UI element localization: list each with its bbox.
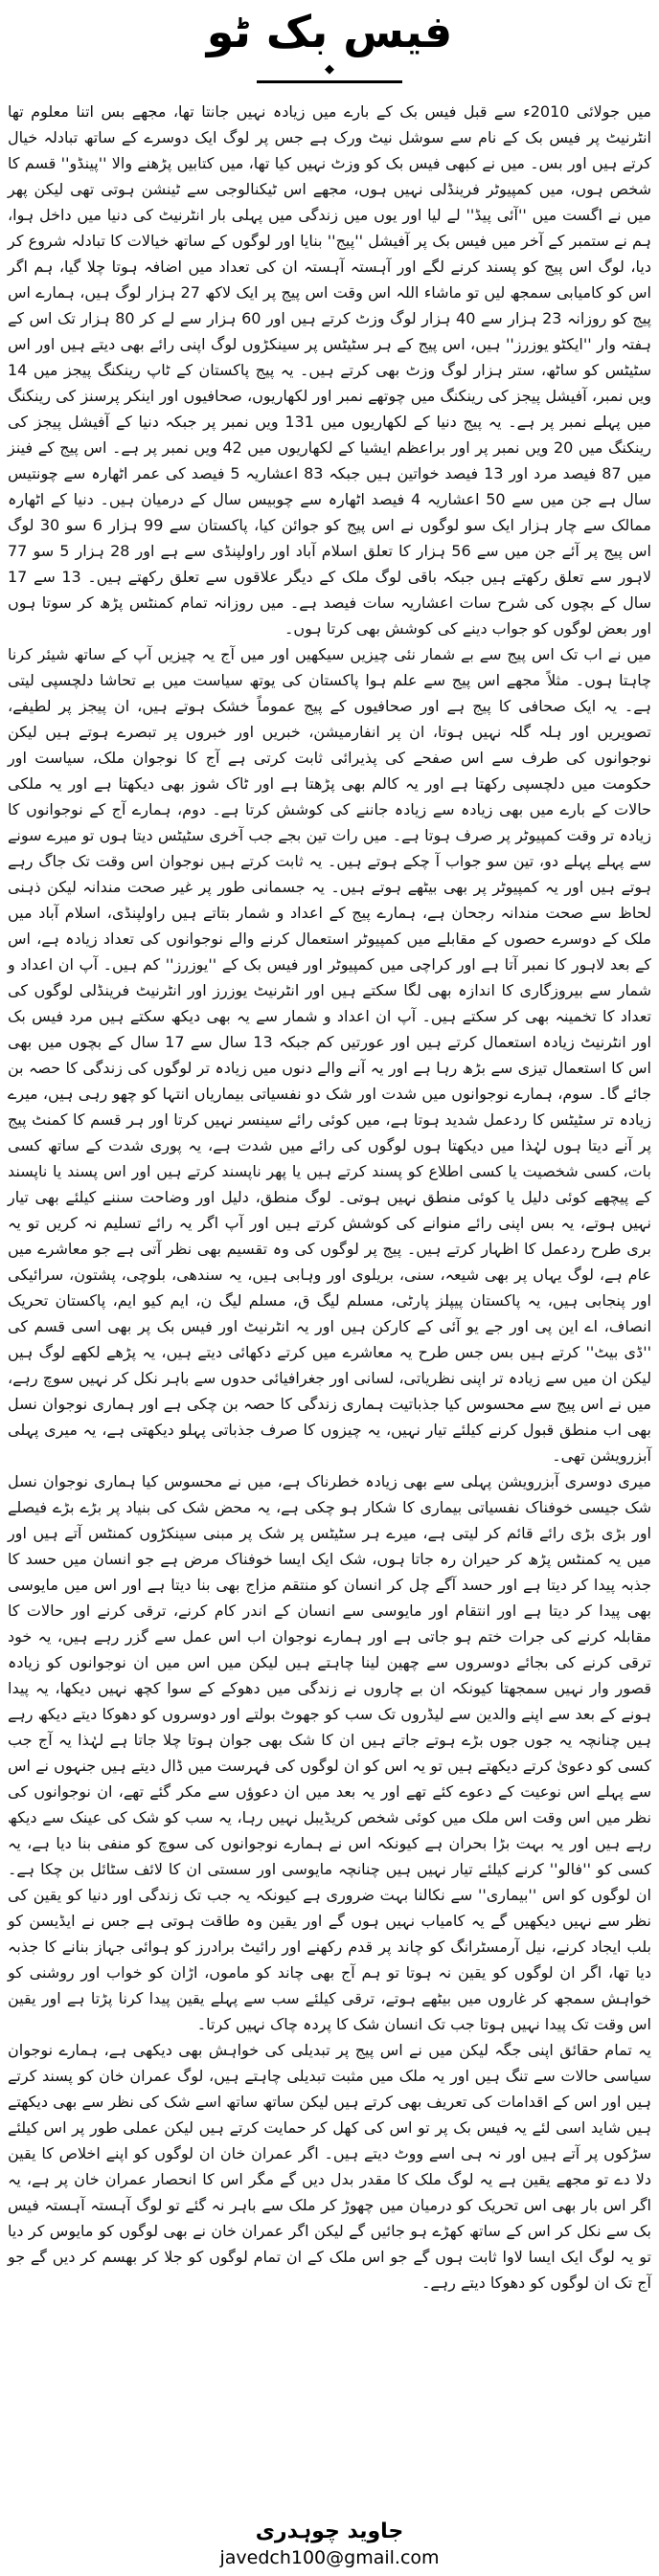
diamond-ornament-icon: ◆ [325,61,334,77]
author-name: جاوید چوہدری [255,2520,404,2543]
column-title: فیس بک ٹو [206,6,453,57]
article-body [0,83,659,2296]
author-email: javedch100@gmail.com [219,2547,440,2568]
column-masthead [0,0,659,83]
article-paragraph-1: میں جولائی 2010ء سے قبل فیس بک کے بارے میں زیادہ نہیں جانتا تھا، مجھے بس اتنا معلوم تھا انٹرنیٹ پر فیس بک کے نام سے سوشل نیٹ ورک ہے جس پر لوگ ایک دوسرے کے ساتھ تبادلہ خیال کرتے ہیں اور بس۔ میں نے کبھی فیس بک کو وزٹ نہیں کیا تھا، میں کتابیں پڑھنے والا ''پینڈو'' قسم کا شخص ہوں، میں کمپیوٹر فرینڈلی نہیں ہوں، مجھے اس ٹیکنالوجی سے ٹینشن ہوتی تھی لیکن پھر میں نے اگست میں ''آئی پیڈ'' لے لیا اور یوں میں زندگی میں پہلی بار انٹرنیٹ کی دنیا میں داخل ہوا، ہم نے ستمبر کے آخر میں فیس بک پر آفیشل ''پیج'' بنایا اور لوگوں کے ساتھ خیالات کا تبادلہ شروع کر دیا، لوگ اس پیج کو پسند کرنے لگے اور آہستہ آہستہ ان کی تعداد میں اضافہ ہوتا چلا گیا، ہم اگر اس کو کامیابی سمجھ لیں تو ماشاء اللہ اس وقت اس پیج پر ایک لاکھ 27 ہزار لوگ ہیں، ہمارے اس پیج کو روزانہ 23 ہزار سے 40 ہزار لوگ وزٹ کرتے ہیں اور 60 ہزار سے لے کر 80 ہزار تک اس کے ہفتہ وار ''ایکٹو یوزرز'' ہیں، اس پیج کے ہر سٹیٹس پر سینکڑوں لوگ اپنی رائے بھی دیتے ہیں اور اس سٹیٹس کو ساٹھ، ستر ہزار لوگ وزٹ بھی کرتے ہیں۔ یہ پیج پاکستان کے ٹاپ رینکنگ پیجز میں 14 ویں نمبر، آفیشل پیجز کی رینکنگ میں چوتھے نمبر اور لکھاریوں، صحافیوں اور اینکر پرسنز کی رینکنگ میں پہلے نمبر پر ہے۔ یہ پیج دنیا کے لکھاریوں میں 131 ویں نمبر پر جبکہ دنیا کے آفیشل پیجز کی رینکنگ میں 20 ویں نمبر پر اور براعظم ایشیا کے لکھاریوں میں 42 ویں نمبر پر ہے۔ اس پیج کے فینز میں 87 فیصد مرد اور 13 فیصد خواتین ہیں جبکہ 83 اعشاریہ 5 فیصد کی عمر اٹھارہ سے چونتیس سال ہے جن میں سے 50 اعشاریہ 4 فیصد اٹھارہ سے چوبیس سال کے درمیان ہیں۔ دنیا کے اٹھارہ ممالک سے چار ہزار ایک سو لوگوں نے اس پیج کو جوائن کیا، پاکستان سے 99 ہزار 6 سو 30 لوگ اس پیج پر آئے جن میں سے 56 ہزار کا تعلق اسلام آباد اور راولپنڈی سے ہے اور 28 ہزار 5 سو 77 لاہور سے تعلق رکھتے ہیں جبکہ باقی لوگ ملک کے دیگر علاقوں سے تعلق رکھتے ہیں۔ 13 سے 17 سال کے بچوں کی شرح سات اعشاریہ سات فیصد ہے۔ میں روزانہ تمام کمنٹس پڑھ کر سوتا ہوں اور بعض لوگوں کو جواب دینے کی کوشش بھی کرتا ہوں۔ [8,101,652,638]
article-paragraph-4: یہ تمام حقائق اپنی جگہ لیکن میں نے اس پیج پر تبدیلی کی خواہش بھی دیکھی ہے، ہمارے نوجوان سیاسی حالات سے تنگ ہیں اور یہ ملک میں مثبت تبدیلی چاہتے ہیں، لوگ عمران خان کو پسند کرتے ہیں اور اس کے اقدامات کی تعریف بھی کرتے ہیں لیکن ساتھ ساتھ اسے شک کی نظر سے بھی دیکھتے ہیں شاید اسی لئے یہ فیس بک پر تو اس کی کھل کر حمایت کرتے ہیں لیکن عملی طور پر اس کیلئے سڑکوں پر آتے ہیں اور نہ ہی اسے ووٹ دیتے ہیں۔ اگر عمران خان ان لوگوں کو اپنے اخلاص کا یقین دلا دے تو مجھے یقین ہے یہ لوگ ملک کا مقدر بدل دیں گے مگر اس کا انحصار عمران خان پر ہے، یہ اگر اس بار بھی اس تحریک کو درمیان میں چھوڑ کر ملک سے باہر نہ گئے تو لوگ آہستہ آہستہ فیس بک سے نکل کر اس کے ساتھ کھڑے ہو جائیں گے لیکن اگر عمران خان نے بھی لوگوں کو مایوس کر دیا تو یہ لوگ ایک ایسا لاوا ثابت ہوں گے جو اس ملک کے ان تمام لوگوں کو جلا کر بھسم کر دیں گے جو آج تک ان لوگوں کو دھوکا دیتے رہے۔ [8,2040,651,2292]
article-paragraph-2: میں نے اب تک اس پیج سے بے شمار نئی چیزیں سیکھیں اور میں آج یہ چیزیں آپ کے ساتھ شیئر کرنا چاہتا ہوں۔ مثلاً مجھے اس پیج سے علم ہوا پاکستان کی یوتھ سیاست میں بے تحاشا دلچسپی لیتی ہے۔ یہ ایک صحافی کا پیج ہے اور صحافیوں کے پیج عموماً خشک ہوتے ہیں، ان پیجز پر لطیفے، تصویریں اور ہلہ گلہ نہیں ہوتا، ان پر انفارمیشن، خبریں اور خبروں پر تبصرے ہوتے ہیں لیکن نوجوانوں کی طرف سے اس صفحے کی پذیرائی ثابت کرتی ہے آج کا نوجوان ملک، سیاست اور حکومت میں دلچسپی رکھتا ہے اور یہ کالم بھی پڑھتا ہے اور ٹاک شوز بھی دیکھتا ہے اور یہ ملکی حالات کے بارے میں بھی زیادہ سے زیادہ جاننے کی کوشش کرتا ہے۔ دوم، ہمارے آج کے نوجوانوں کا زیادہ تر وقت کمپیوٹر پر صرف ہوتا ہے۔ میں رات تین بجے جب آخری سٹیٹس دیتا ہوں تو میرے سونے سے پہلے پہلے دو، تین سو جواب آ چکے ہوتے ہیں۔ یہ ثابت کرتے ہیں نوجوان اس وقت تک جاگ رہے ہوتے ہیں اور یہ کمپیوٹر پر بھی بیٹھے ہوتے ہیں۔ یہ جسمانی طور پر غیر صحت مندانہ لیکن ذہنی لحاظ سے صحت مندانہ رجحان ہے، ہمارے پیج کے اعداد و شمار بتاتے ہیں راولپنڈی، اسلام آباد میں ملک کے دوسرے حصوں کے مقابلے میں کمپیوٹر استعمال کرنے والے نوجوانوں کی تعداد زیادہ ہے، اس کے بعد لاہور کا نمبر آتا ہے اور کراچی میں کمپیوٹر اور فیس بک کے ''یوزرز'' کم ہیں۔ آپ ان اعداد و شمار سے بیروزگاری کا اندازہ بھی لگا سکتے ہیں اور انٹرنیٹ یوزرز اور انٹرنیٹ فرینڈلی لوگوں کی تعداد کا تخمینہ بھی کر سکتے ہیں۔ آپ ان اعداد و شمار سے یہ بھی دیکھ سکتے ہیں مرد فیس بک اور انٹرنیٹ زیادہ استعمال کرتے ہیں اور عورتیں کم جبکہ 13 سال سے 17 سال کے بچوں میں بھی اس کا استعمال تیزی سے بڑھ رہا ہے اور یہ آنے والے دنوں میں زیادہ تر لوگوں کی زندگی کا حصہ بن جائے گا۔ سوم، ہمارے نوجوانوں میں شدت اور شک دو نفسیاتی بیماریاں انتہا کو چھو رہی ہیں، میرے زیادہ تر سٹیٹس کا ردعمل شدید ہوتا ہے، میں کوئی رائے سینسر نہیں کرتا اور ہر قسم کا کمنٹ پیج پر آنے دیتا ہوں لہٰذا میں دیکھتا ہوں لوگوں کی رائے میں شدت ہے، یہ پوری شدت کے ساتھ کسی بات، کسی شخصیت یا کسی اطلاع کو پسند کرتے ہیں یا پھر ناپسند کرتے ہیں اور اس پسند یا ناپسند کے پیچھے کوئی دلیل یا کوئی منطق نہیں ہوتی۔ لوگ منطق، دلیل اور وضاحت سننے کیلئے بھی تیار نہیں ہوتے، یہ بس اپنی رائے منوانے کی کوشش کرتے ہیں اور آپ اگر یہ رائے تسلیم نہ کریں تو یہ بری طرح ردعمل کا اظہار کرتے ہیں۔ پیج پر لوگوں کی وہ تقسیم بھی نظر آتی ہے جو معاشرے میں عام ہے، لوگ یہاں پر بھی شیعہ، سنی، بریلوی اور وہابی ہیں، یہ سندھی، بلوچی، پشتون، سرائیکی اور پنجابی ہیں، یہ پاکستان پیپلز پارٹی، مسلم لیگ ق، مسلم لیگ ن، ایم کیو ایم، پاکستان تحریک انصاف، اے این پی اور جے یو آئی کے کارکن ہیں اور یہ انٹرنیٹ اور فیس بک پر بھی اسی قسم کی ''ڈی بیٹ'' کرتے ہیں بس جس طرح یہ معاشرے میں کرتے دکھائی دیتے ہیں، یہ پڑھے لکھے لوگ ہیں لیکن ان میں سے زیادہ تر اپنی نظریاتی، لسانی اور جغرافیائی حدوں سے باہر نکل کر نہیں سوچ رہے، میں نے اس پیج سے محسوس کیا جذباتیت ہماری زندگی کا حصہ بن چکی ہے اور ہماری نوجوان نسل بھی اب منطق قبول کرنے کیلئے تیار نہیں، یہ چیزوں کا صرف جذباتی پہلو دیکھتی ہے، یہ میری پہلی آبزرویشن تھی۔ [8,644,651,1465]
article-paragraph-3: میری دوسری آبزرویشن پہلی سے بھی زیادہ خطرناک ہے، میں نے محسوس کیا ہماری نوجوان نسل شک جیسی خوفناک نفسیاتی بیماری کا شکار ہو چکی ہے، یہ محض شک کی بنیاد پر بڑے بڑے فیصلے اور بڑی بڑی رائے قائم کر لیتی ہے، میرے ہر سٹیٹس پر شک پر مبنی سینکڑوں کمنٹس آتے ہیں اور میں یہ کمنٹس پڑھ کر حیران رہ جاتا ہوں، شک ایک ایسا خوفناک مرض ہے جو انسان میں حسد کا جذبہ پیدا کر دیتا ہے اور حسد آگے چل کر انسان کو منتقم مزاج بھی بنا دیتا ہے اور اس میں مایوسی بھی پیدا کر دیتا ہے اور انتقام اور مایوسی سے انسان کے اندر کام کرنے، ترقی کرنے اور حالات کا مقابلہ کرنے کی جرات ختم ہو جاتی ہے اور ہمارے نوجوان اب اس عمل سے گزر رہے ہیں، یہ خود ترقی کرنے کی بجائے دوسروں سے چھین لینا چاہتے ہیں لیکن میں اس میں ان نوجوانوں کو زیادہ قصور وار نہیں سمجھتا کیونکہ ان بے چاروں نے زندگی میں دھوکے کے سوا کچھ نہیں دیکھا، یہ پیدا ہونے کے بعد سے اپنے والدین سے لیڈروں تک سب کو جھوٹ بولتے اور دوسروں کو دھوکا دیتے دیکھ رہے ہیں چنانچہ یہ جوں جوں بڑے ہوتے جاتے ہیں ان کا شک بھی جوان ہوتا چلا جاتا ہے لہٰذا یہ آج جب کسی کو دعویٰ کرتے دیکھتے ہیں تو یہ اس کو ان لوگوں کی فہرست میں ڈال دیتے ہیں جنہوں نے اس سے پہلے اس نوعیت کے دعوے کئے تھے اور یہ بعد میں ان دعوؤں سے مکر گئے تھے، ان نوجوانوں کی نظر میں اس وقت اس ملک میں کوئی شخص کریڈیبل نہیں رہا، یہ سب کو شک کی عینک سے دیکھ رہے ہیں اور یہ بہت بڑا بحران ہے کیونکہ اس نے ہمارے نوجوانوں کی سوچ کو منفی بنا دیا ہے، یہ کسی کو ''فالو'' کرنے کیلئے تیار نہیں ہیں چنانچہ مایوسی اور سستی ان کا لائف سٹائل بن چکا ہے۔ ان لوگوں کو اس ''بیماری'' سے نکالنا بہت ضروری ہے کیونکہ یہ جب تک زندگی اور دنیا کو یقین کی نظر سے نہیں دیکھیں گے یہ کامیاب نہیں ہوں گے اور یقین وہ طاقت ہوتی ہے جس نے ایڈیسن کو بلب ایجاد کرنے، نیل آرمسٹرانگ کو چاند پر قدم رکھنے اور رائیٹ برادرز کو ہوائی جہاز بنانے کا جذبہ دیا تھا، اگر ان لوگوں کو یقین نہ ہوتا تو ہم آج بھی چاند کو ماموں، اڑان کو خواب اور روشنی کو خواہش سمجھ کر غاروں میں بیٹھے ہوتے، ترقی کیلئے سب سے پہلے یقین پیدا کرنا پڑتا ہے اور یقین اس وقت تک پیدا نہیں ہوتا جب تک انسان شک کا پردہ چاک نہیں کرتا۔ [8,1471,651,2033]
byline-block [0,2520,659,2568]
